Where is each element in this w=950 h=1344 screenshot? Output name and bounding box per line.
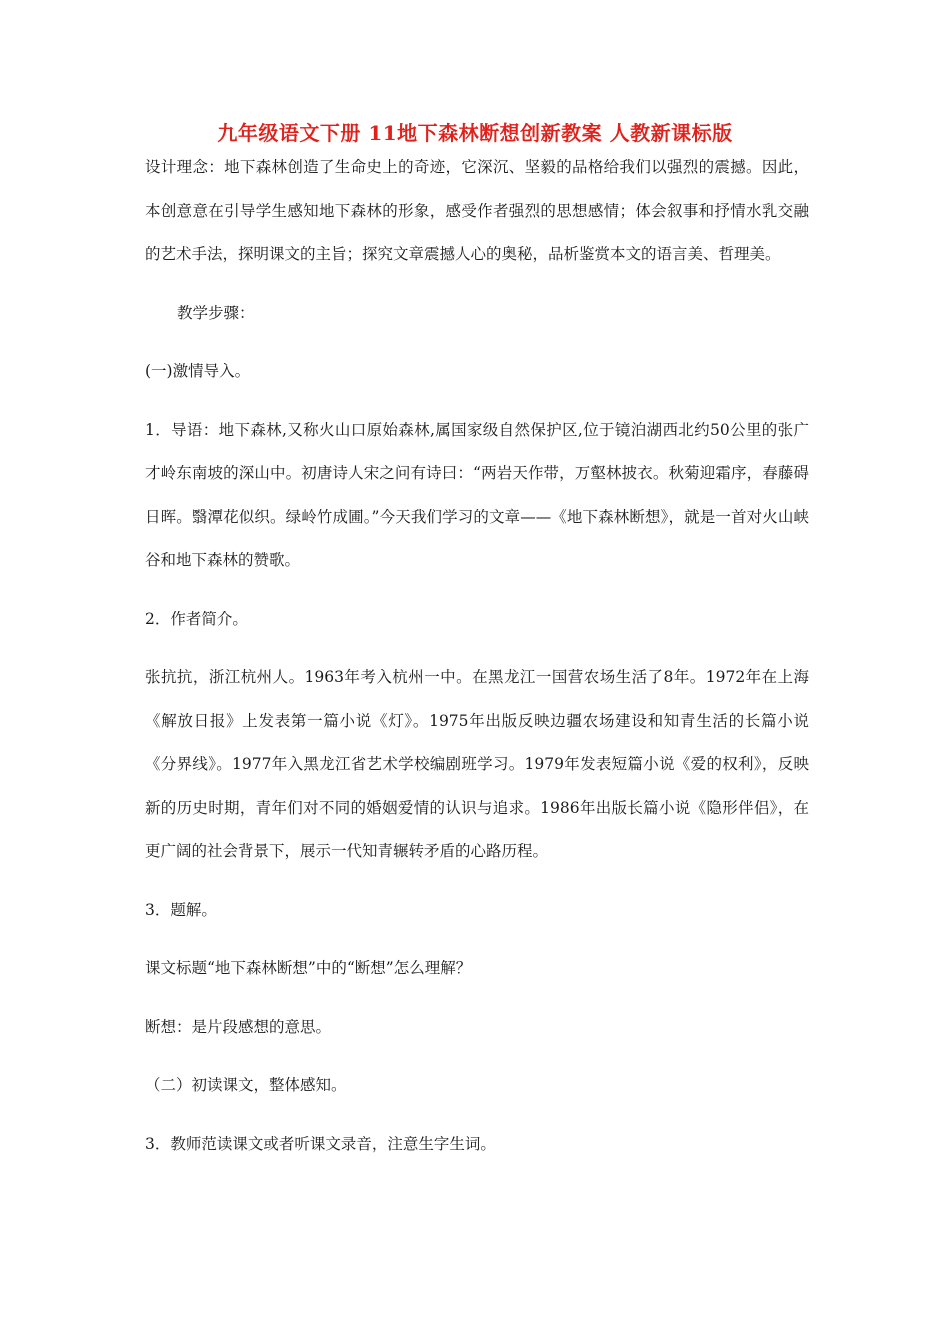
author-intro-heading: 2．作者简介。	[145, 609, 248, 628]
document-title: 九年级语文下册 11地下森林断想创新教案 人教新课标版	[217, 121, 733, 145]
teaching-steps-heading: 教学步骤：	[177, 303, 255, 322]
section-heading-2: （二）初读课文，整体感知。	[145, 1076, 347, 1094]
title-explanation-heading: 3．题解。	[145, 900, 217, 919]
question-line: 课文标题“地下森林断想”中的“断想”怎么理解？	[145, 959, 472, 977]
document-body	[145, 146, 809, 1166]
reading-instruction-line: 3．教师范读课文或者听课文录音，注意生字生词。	[145, 1134, 496, 1153]
answer-line: 断想：是片段感想的意思。	[145, 1017, 332, 1036]
author-bio-paragraph: 张抗抗，浙江杭州人。1963年考入杭州一中。在黑龙江一国营农场生活了8年。1972年在上海《解放日报》上发表第一篇小说《灯》。1975年出版反映边疆农场建设和知青生活的长篇小说《分界线》。1977年入黑龙江省艺术学校编剧班学习。1979年发表短篇小说《爱的权利》，反映新的历史时期，青年们对不同的婚姻爱情的认识与追求。1986年出版长篇小说《隐形伴侣》，在更广阔的社会背景下，展示一代知青辗转矛盾的心路历程。	[145, 668, 809, 860]
section-heading-1: (一)激情导入。	[145, 362, 251, 380]
design-concept-paragraph: 设计理念：地下森林创造了生命史上的奇迹，它深沉、坚毅的品格给我们以强烈的震撼。因此，本创意意在引导学生感知地下森林的形象，感受作者强烈的思想感情；体会叙事和抒情水乳交融的艺术手法，探明课文的主旨；探究文章震撼人心的奥秘，品析鉴赏本文的语言美、哲理美。	[145, 158, 809, 263]
intro-paragraph: 1．导语：地下森林,又称火山口原始森林,属国家级自然保护区,位于镜泊湖西北约50公里的张广才岭东南坡的深山中。初唐诗人宋之问有诗曰：“两岩天作带，万壑林披衣。秋菊迎霜序，春藤碍日晖。翳潭花似织。绿岭竹成圃。”今天我们学习的文章——《地下森林断想》，就是一首对火山峡谷和地下森林的赞歌。	[145, 420, 809, 569]
